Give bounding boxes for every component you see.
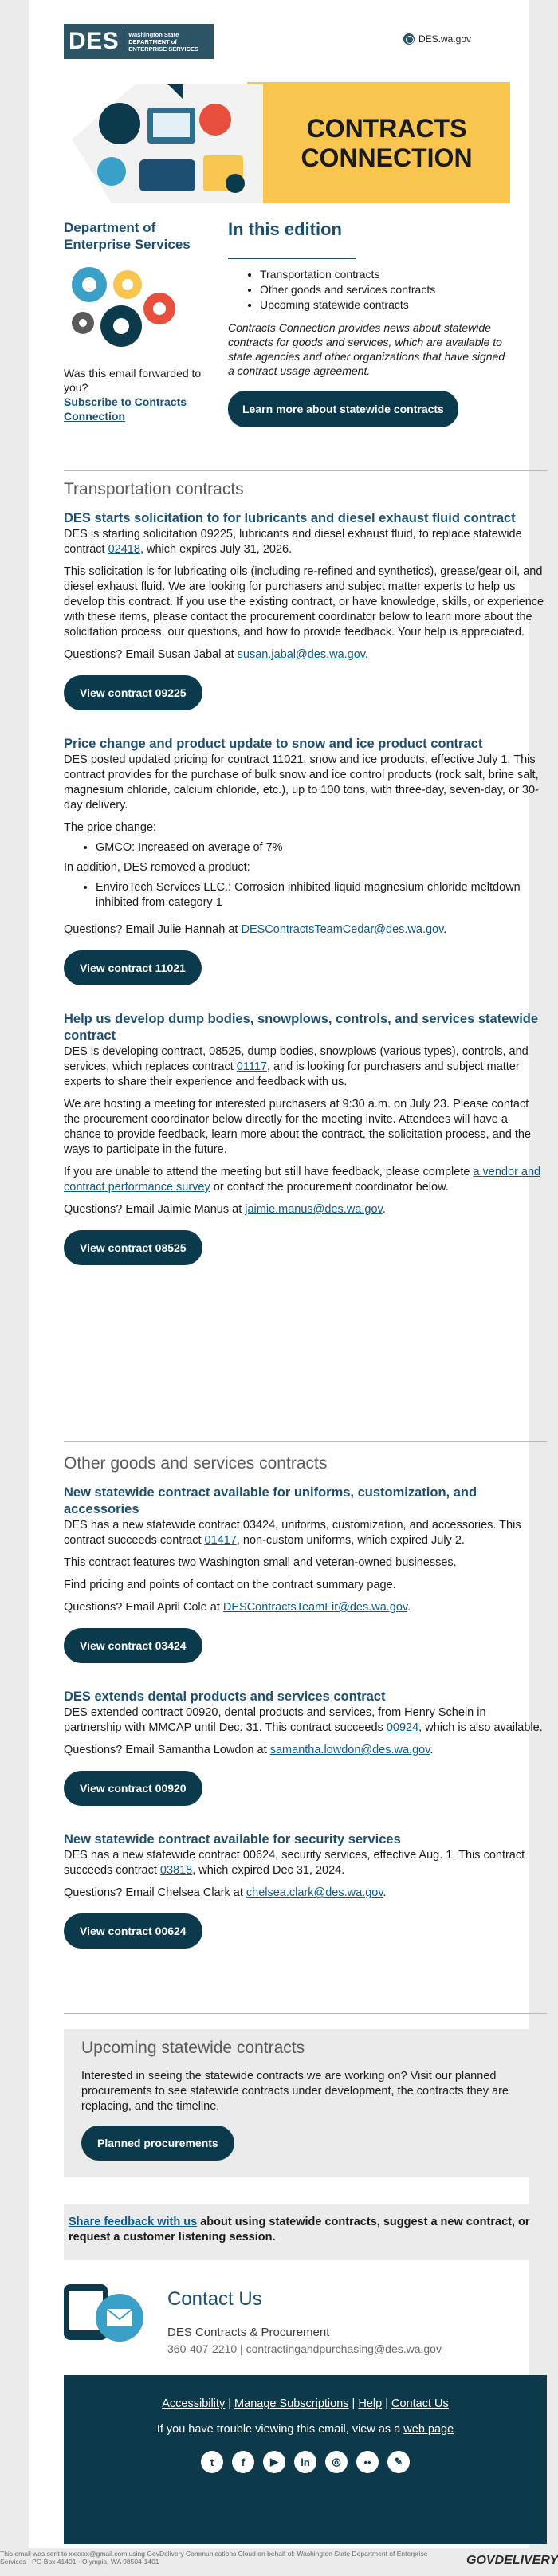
manage-subscriptions-link[interactable]: Manage Subscriptions bbox=[234, 2397, 349, 2410]
govdelivery-logo[interactable]: GOVDELIVERY bbox=[466, 2554, 558, 2567]
removed-product-list bbox=[64, 880, 547, 910]
article-paragraph: The price change: bbox=[64, 821, 157, 834]
contact-email-link[interactable]: contractingandpurchasing@des.wa.gov bbox=[246, 2342, 442, 2355]
linkedin-icon[interactable]: in bbox=[294, 2451, 316, 2473]
upcoming-section bbox=[64, 2029, 547, 2177]
article-paragraph: Find pricing and points of contact on the contract summary page. bbox=[64, 1579, 396, 1591]
contract-link[interactable]: 02418 bbox=[108, 543, 140, 556]
contact-section bbox=[64, 2272, 547, 2360]
contact-line: 360-407-2210 | contractingandpurchasing@des.wa.gov bbox=[167, 2342, 442, 2355]
survey-link[interactable]: a vendor and contract performance survey bbox=[64, 1166, 541, 1194]
contract-link[interactable]: 03818 bbox=[159, 1864, 193, 1877]
header bbox=[29, 0, 529, 68]
article-paragraph: DES is developing contract, 08525, dump bodies, snowplows (various types), controls, and services, which replaces contract 01117, and is looking for purchasers and subject matter experts to share their experience and feedback with us. bbox=[64, 1045, 529, 1088]
email-link[interactable]: DESContractsTeamFir@des.wa.gov bbox=[222, 1601, 408, 1614]
questions-line: Questions? Email Samantha Lowdon at samantha.lowdon@des.wa.gov. bbox=[64, 1744, 434, 1756]
section-heading: Other goods and services contracts bbox=[64, 1454, 328, 1473]
article-paragraph: This contract features two Washington small and veteran-owned businesses. bbox=[64, 1556, 457, 1569]
article-title: New statewide contract available for security services bbox=[64, 1832, 401, 1846]
questions-line: Questions? Email April Cole at DESContractsTeamFir@des.wa.gov. bbox=[64, 1601, 411, 1614]
article-paragraph: DES posted updated pricing for contract 11021, snow and ice products, effective July 1. This contract provides for the purchase of bulk snow and ice control products (rock salt, brine salt, magnesium chloride, calcium chloride, etc.), up to 100 tons, with three-day, seven-day, or 30-day delivery. bbox=[64, 753, 539, 812]
article-title: DES starts solicitation to for lubricants and diesel exhaust fluid contract bbox=[64, 511, 516, 525]
view-contract-03424-button[interactable]: View contract 03424 bbox=[64, 1628, 202, 1663]
article-paragraph: We are hosting a meeting for interested purchasers at 9:30 a.m. on July 23. Please contact the procurement coordinator below directly for the meeting invite. Attendees will have a chance to provide feedback, learn more about the contract, the solicitation process, and the ways to participate in the future. bbox=[64, 1098, 531, 1156]
contract-link[interactable]: 01417 bbox=[204, 1534, 237, 1547]
article-paragraph: DES has a new statewide contract 00624, security services, effective Aug. 1. This contract succeeds contract 03818, which expired Dec 31, 2024. bbox=[64, 1849, 525, 1877]
article-title: Price change and product update to snow and ice product contract bbox=[64, 737, 483, 751]
blog-icon[interactable]: ✎ bbox=[387, 2451, 410, 2473]
learn-more-button[interactable]: Learn more about statewide contracts bbox=[228, 391, 458, 427]
upcoming-text: Interested in seeing the statewide contracts we are working on? Visit our planned procurements to see statewide contracts under development, the contracts they are replacing, and the timeline. bbox=[81, 2070, 509, 2113]
view-contract-00624-button[interactable]: View contract 00624 bbox=[64, 1913, 202, 1949]
phone-link[interactable]: 360-407-2210 bbox=[167, 2342, 238, 2355]
view-contract-08525-button[interactable]: View contract 08525 bbox=[64, 1230, 202, 1265]
divider bbox=[64, 470, 547, 471]
edition-rule bbox=[228, 258, 356, 259]
edition-intro: Contracts Connection provides news about statewide contracts for goods and services, which are available to state agencies and other organizations that have signed a contract usage agreement. bbox=[228, 321, 505, 377]
article-title: Help us develop dump bodies, snowplows, controls, and services statewide contract bbox=[64, 1012, 539, 1043]
section-heading: Upcoming statewide contracts bbox=[81, 2039, 305, 2057]
email-link[interactable]: chelsea.clark@des.wa.gov bbox=[246, 1886, 383, 1899]
view-contract-09225-button[interactable]: View contract 09225 bbox=[64, 675, 202, 710]
logo-main: DES bbox=[69, 28, 120, 54]
article-title: New statewide contract available for uniforms, customization, and accessories bbox=[64, 1485, 477, 1516]
edition-list bbox=[228, 267, 511, 313]
article-paragraph: DES extended contract 00920, dental products and services, from Henry Schein in partnership with MMCAP until Dec. 31. This contract succeeds 00924, which is also available. bbox=[64, 1706, 543, 1734]
article-paragraph: DES has a new statewide contract 03424, uniforms, customization, and accessories. This contract succeeds contract 01417, non-custom uniforms, which expired July 2. bbox=[64, 1519, 521, 1547]
facebook-icon[interactable]: f bbox=[232, 2451, 254, 2473]
contract-link[interactable]: 01117 bbox=[236, 1060, 267, 1073]
questions-line: Questions? Email Chelsea Clark at chelsea.clark@des.wa.gov. bbox=[64, 1886, 387, 1899]
feedback-banner: Share feedback with us about using statewide contracts, suggest a new contract, or request a customer listening session. bbox=[64, 2204, 547, 2260]
banner-illustration bbox=[64, 76, 263, 211]
contact-org: DES Contracts & Procurement bbox=[167, 2326, 330, 2339]
contact-title: Contact Us bbox=[167, 2288, 262, 2310]
chat-icon bbox=[64, 2276, 151, 2348]
contract-link[interactable]: 00924 bbox=[386, 1721, 419, 1734]
sidebar bbox=[64, 219, 203, 423]
list-item: • EnviroTech Services LLC.: Corrosion inhibited liquid magnesium chloride meltdown inhibited from category 1 bbox=[96, 880, 547, 910]
article-paragraph: This solicitation is for lubricating oils (including re-refined and synthetics), grease/gear oil, and diesel exhaust fluid. We are looking for purchasers and subject matter experts to help us develop this contract. If you use the existing contract, or have knowledge, skills, or experience with these items, please contact the procurement coordinator below to learn more about the solicitation process, our questions, and how to provide feedback. Your help is appreciated. bbox=[64, 565, 544, 639]
email-container bbox=[29, 0, 544, 2548]
footer bbox=[64, 2375, 547, 2544]
view-contract-11021-button[interactable]: View contract 11021 bbox=[64, 950, 202, 985]
footer-links: Accessibility | Manage Subscriptions | Help | Contact Us bbox=[162, 2397, 449, 2410]
fine-print: This email was sent to xxxxxx@gmail.com using GovDelivery Communications Cloud on behalf of: Washington State Department of Enterprise Services · PO Box 41401 · Olympia, WA 98504-1401 bbox=[0, 2550, 428, 2566]
gears-icon bbox=[64, 262, 183, 358]
questions-line: Questions? Email Jaimie Manus at jaimie.manus@des.wa.gov. bbox=[64, 1203, 386, 1216]
dept-title: Department of Enterprise Services bbox=[64, 220, 191, 252]
trouble-viewing: If you have trouble viewing this email, view as a web page bbox=[156, 2423, 454, 2436]
edition-summary bbox=[228, 219, 511, 427]
edition-title: In this edition bbox=[228, 219, 342, 239]
divider bbox=[64, 2013, 547, 2014]
social-icons bbox=[64, 2451, 547, 2473]
email-link[interactable]: samantha.lowdon@des.wa.gov bbox=[269, 1744, 430, 1756]
globe-icon bbox=[403, 33, 415, 45]
planned-procurements-button[interactable]: Planned procurements bbox=[81, 2126, 234, 2161]
forwarded-note: Was this email forwarded to you? Subscribe to Contracts Connection bbox=[64, 367, 202, 423]
article-paragraph: DES is starting solicitation 09225, lubricants and diesel exhaust fluid, to replace statewide contract 02418, which expires July 31, 2026. bbox=[64, 528, 522, 556]
price-change-list bbox=[64, 840, 547, 855]
transportation-section bbox=[64, 480, 547, 1265]
flickr-icon[interactable]: •• bbox=[356, 2451, 379, 2473]
accessibility-link[interactable]: Accessibility bbox=[162, 2397, 226, 2410]
email-link[interactable]: DESContractsTeamCedar@des.wa.gov bbox=[241, 923, 444, 936]
questions-line: Questions? Email Julie Hannah at DESContractsTeamCedar@des.wa.gov. bbox=[64, 923, 447, 936]
banner bbox=[64, 76, 510, 211]
footer-contact-link[interactable]: Contact Us bbox=[391, 2397, 449, 2410]
list-item: • Other goods and services contracts bbox=[260, 282, 511, 297]
web-page-link[interactable]: web page bbox=[403, 2423, 454, 2436]
des-logo[interactable] bbox=[64, 24, 214, 59]
article-paragraph: In addition, DES removed a product: bbox=[64, 861, 250, 874]
twitter-icon[interactable]: t bbox=[201, 2451, 223, 2473]
view-contract-00920-button[interactable]: View contract 00920 bbox=[64, 1771, 202, 1806]
other-goods-section bbox=[64, 1454, 547, 1949]
des-site-link[interactable]: DES.wa.gov bbox=[403, 33, 471, 45]
youtube-icon[interactable]: ▶ bbox=[263, 2451, 285, 2473]
banner-title: CONTRACTS CONNECTION bbox=[301, 114, 473, 172]
instagram-icon[interactable]: ◎ bbox=[325, 2451, 348, 2473]
divider bbox=[64, 1441, 547, 1442]
share-feedback-link[interactable]: Share feedback with us bbox=[69, 2216, 198, 2228]
help-link[interactable]: Help bbox=[358, 2397, 383, 2410]
list-item: • Upcoming statewide contracts bbox=[260, 297, 511, 313]
list-item: • GMCO: Increased on average of 7% bbox=[96, 840, 547, 855]
section-heading: Transportation contracts bbox=[64, 480, 244, 498]
logo-sub: Washington State DEPARTMENT of ENTERPRISE SERVICES bbox=[124, 31, 198, 53]
article-paragraph: If you are unable to attend the meeting but still have feedback, please complete a vendor and contract performance survey or contact the procurement coordinator below. bbox=[64, 1166, 541, 1194]
questions-line: Questions? Email Susan Jabal at susan.jabal@des.wa.gov. bbox=[64, 648, 369, 661]
subscribe-link[interactable]: Subscribe to Contracts Connection bbox=[64, 395, 187, 423]
email-link[interactable]: jaimie.manus@des.wa.gov bbox=[245, 1203, 383, 1216]
list-item: • Transportation contracts bbox=[260, 267, 511, 282]
article-title: DES extends dental products and services contract bbox=[64, 1689, 386, 1704]
email-link[interactable]: susan.jabal@des.wa.gov bbox=[237, 648, 365, 661]
